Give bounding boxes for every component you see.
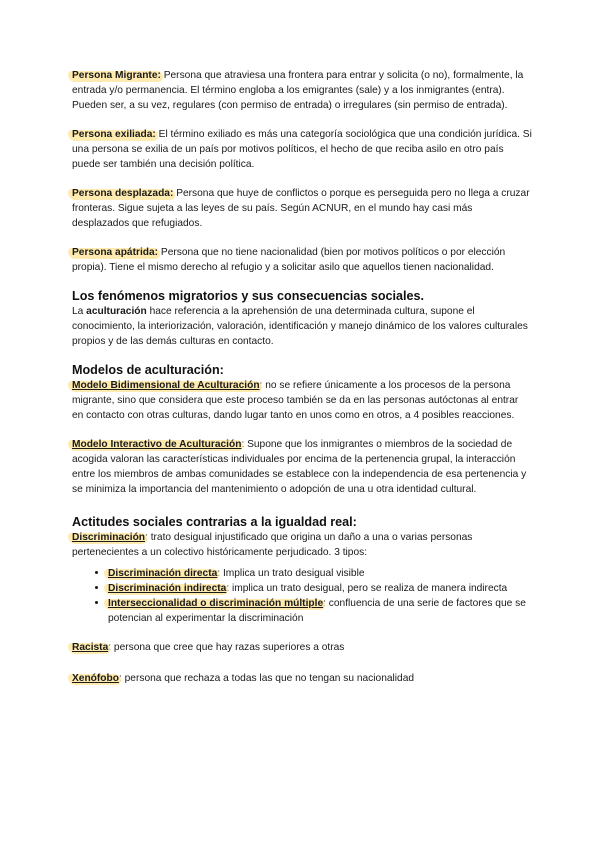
term-aculturacion: aculturación <box>86 306 147 317</box>
document-page <box>72 68 532 686</box>
text-post: hace referencia a la aprehensión de una determinada cultura, supone el conocimiento, la interiorización, valoración, identificación y manejo dinámico de los valores culturales propios y de las demás culturas en contacto. <box>72 306 528 347</box>
term-desplazada: Persona desplazada: <box>72 188 174 199</box>
section-modelos <box>72 363 532 497</box>
modelo-bidimensional <box>72 378 532 423</box>
section-fenomenos <box>72 289 532 349</box>
heading-fenomenos: Los fenómenos migratorios y sus consecuencias sociales. <box>72 289 425 303</box>
definition-migrante <box>72 68 532 113</box>
definition-text: : no se refiere únicamente a los procesos de la persona migrante, sino que considera que este proceso también se da en las personas autóctonas al entrar en contacto con otras culturas, dando lugar tanto en unos como en otros, a 4 posibles reacciones. <box>72 380 519 421</box>
definition-desplazada <box>72 186 532 231</box>
heading-modelos: Modelos de aculturación: <box>72 363 224 377</box>
definition-text: : persona que rechaza a todas las que no tengan su nacionalidad <box>118 673 415 684</box>
definition-text: Persona que atraviesa una frontera para entrar y solicita (o no), formalmente, la entrada y/o permanencia. El término engloba a los emigrantes (sale) y a los inmigrantes (entra). Pueden ser, a su vez, regulares (con permiso de entrada) o irregulares (sin permiso de entrada). <box>72 70 524 111</box>
term-indirecta: Discriminación indirecta <box>108 583 227 594</box>
term-xenofobo: Xenófobo <box>72 673 119 684</box>
list-item-text: : implica un trato desigual, pero se realiza de manera indirecta <box>226 583 508 594</box>
definition-text: El término exiliado es más una categoría sociológica que una condición jurídica. Si una persona se exilia de un país por motivos políticos, el hecho de que reciba asilo en otro país puede ser también una decisión política. <box>72 129 532 170</box>
paragraph-aculturacion <box>72 304 532 349</box>
term-bidimensional: Modelo Bidimensional de Aculturación <box>72 380 260 391</box>
term-directa: Discriminación directa <box>108 568 218 579</box>
term-discriminacion: Discriminación <box>72 532 146 543</box>
definition-text: : Supone que los inmigrantes o miembros de la sociedad de acogida valoran las características individuales por encima de la pertenencia grupal, la interacción entre los miembros de ambas comunidades se establece con la independencia de esa pertenencia y se minimiza la importancia del mantenimiento o adopción de una u otra identidad cultural. <box>72 439 527 495</box>
section-actitudes <box>72 515 532 626</box>
definition-text: : persona que cree que hay razas superiores a otras <box>108 642 345 653</box>
modelo-interactivo <box>72 437 532 497</box>
definition-text: Persona que no tiene nacionalidad (bien por motivos políticos o por elección propia). Tiene el mismo derecho al refugio y a solicitar asilo que aquellos tienen nacionalidad. <box>72 247 506 273</box>
list-item <box>108 581 532 596</box>
term-apatrida: Persona apátrida: <box>72 247 159 258</box>
definition-racista <box>72 640 532 655</box>
list-item-text: : confluencia de una serie de factores que se potencian al experimentar la discriminación <box>108 598 526 624</box>
definition-xenofobo <box>72 671 532 686</box>
term-racista: Racista <box>72 642 109 653</box>
term-interseccionalidad: Interseccionalidad o discriminación múltiple <box>108 598 324 609</box>
term-interactivo: Modelo Interactivo de Aculturación <box>72 439 242 450</box>
term-migrante: Persona Migrante: <box>72 70 161 81</box>
term-exiliada: Persona exiliada: <box>72 129 156 140</box>
list-item-text: : Implica un trato desigual visible <box>217 568 365 579</box>
definition-text: : trato desigual injustificado que origina un daño a una o varias personas pertenecientes a un colectivo históricamente perjudicado. 3 tipos: <box>72 532 473 558</box>
definition-text: Persona que huye de conflictos o porque es perseguida pero no llega a cruzar fronteras. Sigue sujeta a las leyes de su país. Según ACNUR, en el mundo hay casi más desplazados que refugiados. <box>72 188 530 229</box>
heading-actitudes: Actitudes sociales contrarias a la igualdad real: <box>72 515 357 529</box>
paragraph-discriminacion <box>72 530 532 560</box>
list-item <box>108 566 532 581</box>
definition-exiliada <box>72 127 532 172</box>
definition-apatrida <box>72 245 532 275</box>
discrimination-types-list <box>72 566 532 626</box>
text-pre: La <box>72 306 87 317</box>
list-item <box>108 596 532 626</box>
